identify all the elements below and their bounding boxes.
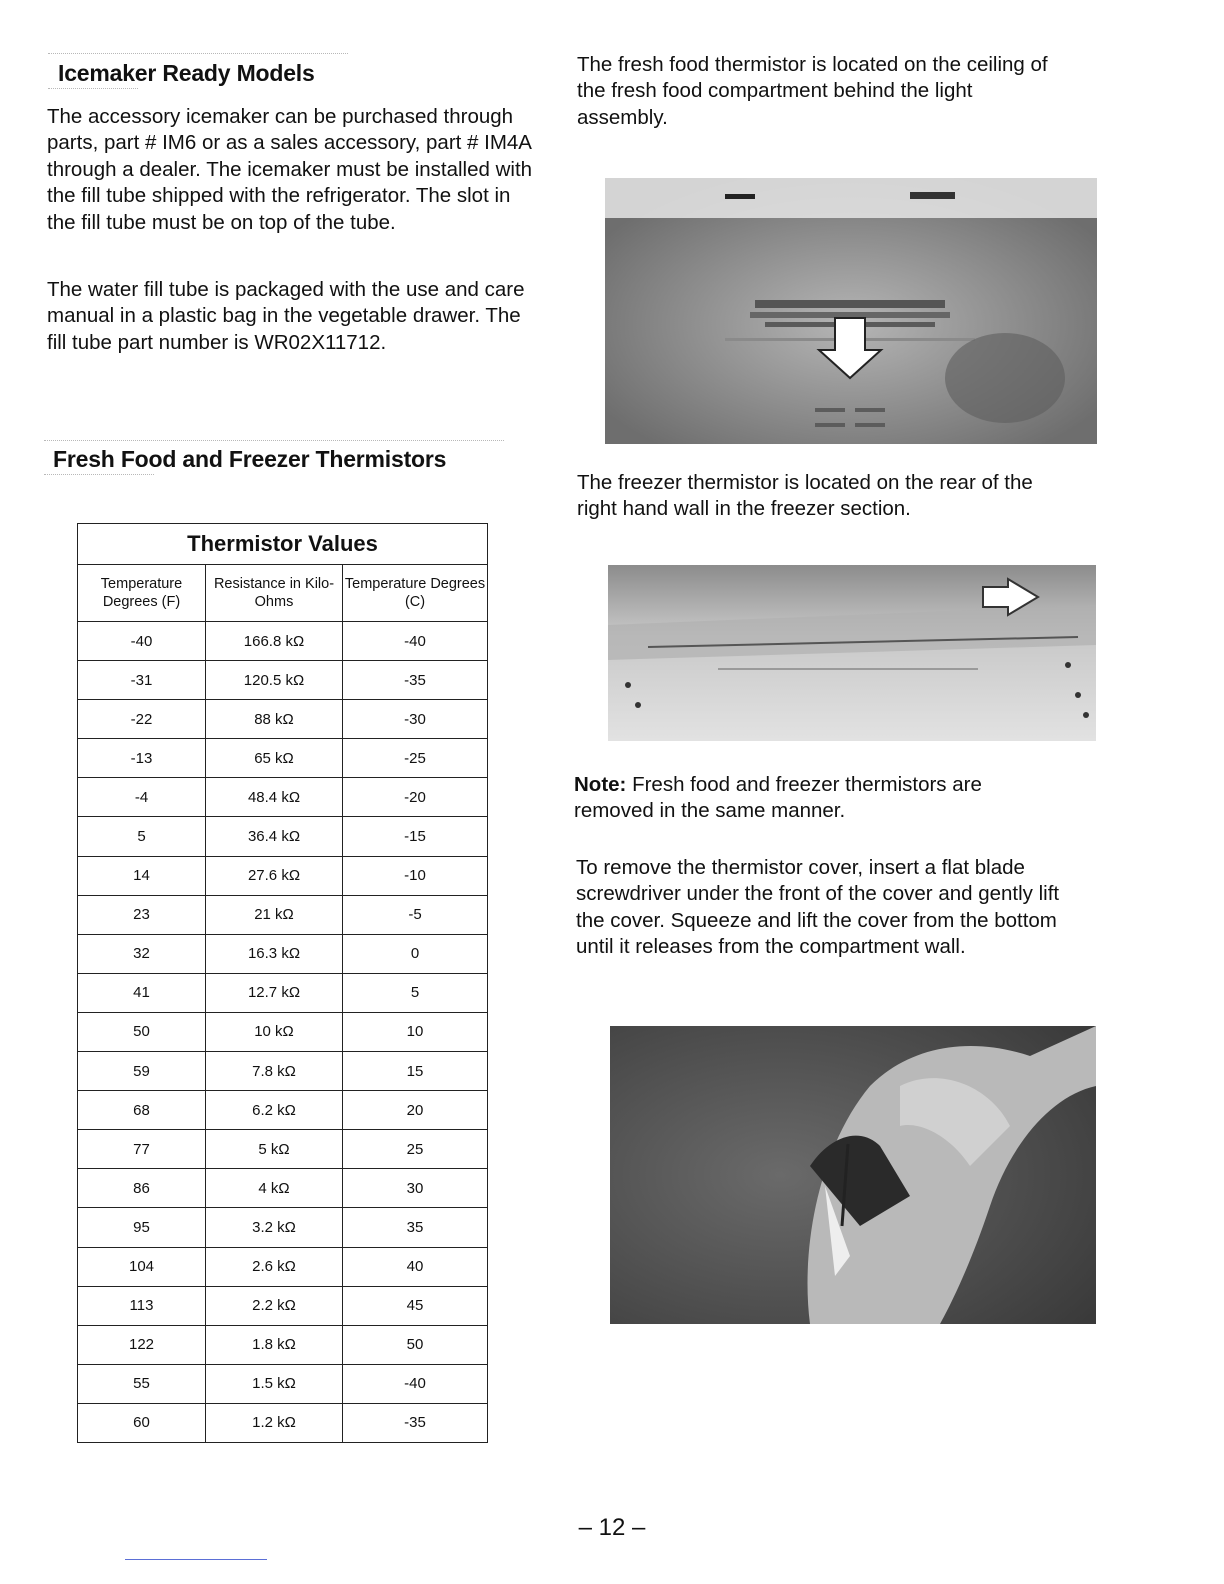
cell-resistance: 3.2 kΩ xyxy=(206,1208,343,1247)
icemaker-paragraph-1: The accessory icemaker can be purchased through parts, part # IM6 or as a sales accessory, part # IM4A through a dealer. The icemaker must be installed with the fill tube shipped with the refrigerator. The slot in the fill tube must be on top of the tube. xyxy=(47,105,533,234)
table-row xyxy=(78,661,488,700)
cell-fahrenheit: 41 xyxy=(78,973,206,1012)
cell-fahrenheit: -13 xyxy=(78,739,206,778)
cell-celsius: -35 xyxy=(343,661,488,700)
cell-fahrenheit: -40 xyxy=(78,622,206,661)
cell-resistance: 166.8 kΩ xyxy=(206,622,343,661)
cell-fahrenheit: 60 xyxy=(78,1403,206,1442)
cell-resistance: 10 kΩ xyxy=(206,1012,343,1051)
remove-cover-text: To remove the thermistor cover, insert a flat blade screwdriver under the front of the cover and gently lift the cover. Squeeze and lift the cover from the bottom until it releases from the compartment wall. xyxy=(576,856,1060,959)
cell-resistance: 7.8 kΩ xyxy=(206,1052,343,1091)
cell-celsius: 25 xyxy=(343,1130,488,1169)
cell-resistance: 48.4 kΩ xyxy=(206,778,343,817)
heading-rule-top xyxy=(48,53,348,54)
cell-resistance: 120.5 kΩ xyxy=(206,661,343,700)
table-body xyxy=(78,622,488,1443)
icemaker-paragraph-2: The water fill tube is packaged with the use and care manual in a plastic bag in the vegetable drawer. The fill tube part number is WR02X11712. xyxy=(47,278,525,354)
table-row xyxy=(78,973,488,1012)
table-row xyxy=(78,700,488,739)
cell-celsius: 0 xyxy=(343,934,488,973)
cell-resistance: 1.2 kΩ xyxy=(206,1403,343,1442)
cell-celsius: 5 xyxy=(343,973,488,1012)
cell-celsius: 40 xyxy=(343,1247,488,1286)
column-header-celsius: Temperature Degrees (C) xyxy=(343,565,488,622)
note-paragraph xyxy=(574,772,1034,825)
cell-fahrenheit: 104 xyxy=(78,1247,206,1286)
cell-fahrenheit: 113 xyxy=(78,1286,206,1325)
cell-celsius: -20 xyxy=(343,778,488,817)
cell-celsius: -10 xyxy=(343,856,488,895)
cell-resistance: 5 kΩ xyxy=(206,1130,343,1169)
cell-fahrenheit: 50 xyxy=(78,1012,206,1051)
cell-fahrenheit: 55 xyxy=(78,1364,206,1403)
cell-celsius: -25 xyxy=(343,739,488,778)
cell-celsius: 45 xyxy=(343,1286,488,1325)
cell-fahrenheit: 59 xyxy=(78,1052,206,1091)
cell-fahrenheit: 86 xyxy=(78,1169,206,1208)
footer-rule xyxy=(125,1559,267,1560)
cell-resistance: 36.4 kΩ xyxy=(206,817,343,856)
cell-fahrenheit: 5 xyxy=(78,817,206,856)
cell-fahrenheit: -4 xyxy=(78,778,206,817)
cell-celsius: -40 xyxy=(343,1364,488,1403)
cell-resistance: 2.6 kΩ xyxy=(206,1247,343,1286)
table-row xyxy=(78,1012,488,1051)
cell-fahrenheit: -31 xyxy=(78,661,206,700)
cell-fahrenheit: 95 xyxy=(78,1208,206,1247)
cell-fahrenheit: 68 xyxy=(78,1091,206,1130)
table-row xyxy=(78,622,488,661)
cell-resistance: 4 kΩ xyxy=(206,1169,343,1208)
cell-fahrenheit: 23 xyxy=(78,895,206,934)
cell-celsius: 50 xyxy=(343,1325,488,1364)
cell-fahrenheit: 77 xyxy=(78,1130,206,1169)
note-text: Fresh food and freezer thermistors are removed in the same manner. xyxy=(574,773,982,823)
table-row xyxy=(78,1208,488,1247)
cell-resistance: 88 kΩ xyxy=(206,700,343,739)
table-row xyxy=(78,1091,488,1130)
table-row xyxy=(78,1403,488,1442)
table-row xyxy=(78,739,488,778)
table-row xyxy=(78,856,488,895)
table-row xyxy=(78,934,488,973)
note-label: Note: xyxy=(574,773,627,796)
table-row xyxy=(78,1052,488,1091)
cell-celsius: -15 xyxy=(343,817,488,856)
thermistor-heading: Fresh Food and Freezer Thermistors xyxy=(53,446,447,472)
table-row xyxy=(78,778,488,817)
thermistor-values-table xyxy=(77,523,488,1443)
cell-resistance: 21 kΩ xyxy=(206,895,343,934)
heading-rule-bottom xyxy=(48,88,138,89)
cell-celsius: -5 xyxy=(343,895,488,934)
cell-resistance: 1.8 kΩ xyxy=(206,1325,343,1364)
column-header-fahrenheit: Temperature Degrees (F) xyxy=(78,565,206,622)
table-title: Thermistor Values xyxy=(78,524,488,565)
cell-celsius: -35 xyxy=(343,1403,488,1442)
table-row xyxy=(78,1325,488,1364)
cell-celsius: 15 xyxy=(343,1052,488,1091)
table-row xyxy=(78,1286,488,1325)
cell-celsius: -40 xyxy=(343,622,488,661)
cell-resistance: 6.2 kΩ xyxy=(206,1091,343,1130)
thermistor-cover-removal-photo xyxy=(610,1026,1096,1324)
cell-fahrenheit: 14 xyxy=(78,856,206,895)
table-row xyxy=(78,1247,488,1286)
cell-fahrenheit: 32 xyxy=(78,934,206,973)
cell-celsius: 20 xyxy=(343,1091,488,1130)
cell-celsius: 35 xyxy=(343,1208,488,1247)
cell-resistance: 27.6 kΩ xyxy=(206,856,343,895)
cell-celsius: 30 xyxy=(343,1169,488,1208)
page-number: – 12 – xyxy=(578,1514,646,1541)
icemaker-heading: Icemaker Ready Models xyxy=(58,60,315,86)
fresh-food-thermistor-photo xyxy=(605,178,1097,444)
cell-fahrenheit: -22 xyxy=(78,700,206,739)
freezer-thermistor-photo xyxy=(608,565,1096,741)
cell-fahrenheit: 122 xyxy=(78,1325,206,1364)
table-row xyxy=(78,1130,488,1169)
column-header-resistance: Resistance in Kilo-Ohms xyxy=(206,565,343,622)
cell-resistance: 12.7 kΩ xyxy=(206,973,343,1012)
cell-resistance: 65 kΩ xyxy=(206,739,343,778)
fresh-food-thermistor-text: The fresh food thermistor is located on the ceiling of the fresh food compartment behind the light assembly. xyxy=(577,53,1048,129)
table-row xyxy=(78,895,488,934)
thermistor-heading-rule-bottom xyxy=(44,474,154,475)
table-row xyxy=(78,817,488,856)
table-row xyxy=(78,1364,488,1403)
cell-resistance: 1.5 kΩ xyxy=(206,1364,343,1403)
thermistor-heading-rule-top xyxy=(44,440,504,441)
table-row xyxy=(78,1169,488,1208)
cell-celsius: -30 xyxy=(343,700,488,739)
freezer-thermistor-text: The freezer thermistor is located on the rear of the right hand wall in the freezer section. xyxy=(577,471,1033,521)
cell-celsius: 10 xyxy=(343,1012,488,1051)
cell-resistance: 2.2 kΩ xyxy=(206,1286,343,1325)
cell-resistance: 16.3 kΩ xyxy=(206,934,343,973)
